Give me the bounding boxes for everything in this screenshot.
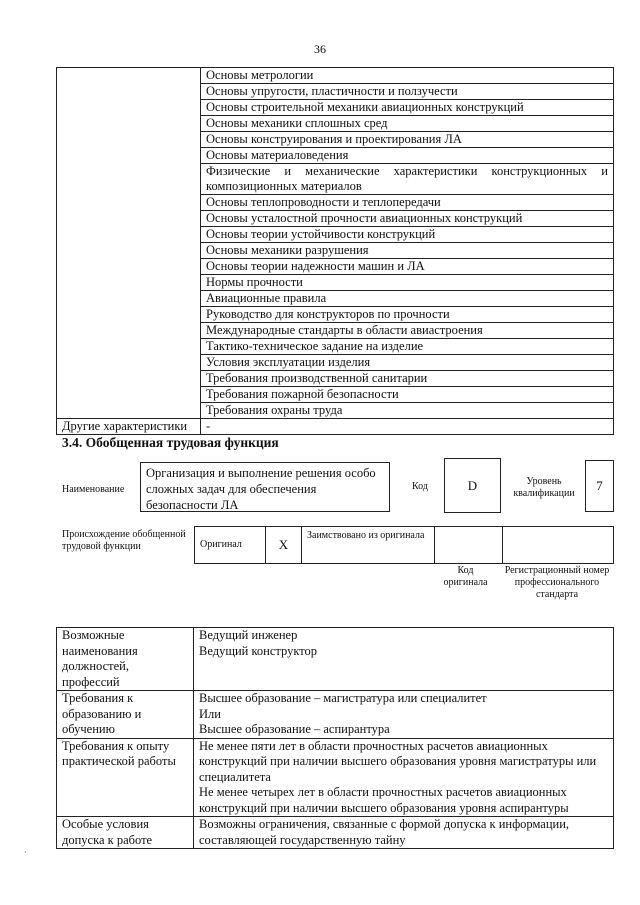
requirement-row: [57, 738, 614, 817]
reg-number-cell: [503, 527, 614, 564]
requirement-label: Требования к образованию и обучению: [57, 691, 194, 739]
knowledge-row: [57, 68, 614, 84]
requirement-row: [57, 691, 614, 739]
requirement-line: Ведущий конструктор: [199, 643, 318, 658]
kod-original-cell: [435, 527, 503, 564]
original-label: Оригинал: [195, 527, 266, 564]
requirement-line: Высшее образование – аспирантура: [199, 722, 390, 736]
origin-table: [194, 526, 614, 564]
knowledge-item: Основы теории устойчивости конструкций: [201, 227, 614, 243]
knowledge-item: Основы усталостной прочности авиационных конструкций: [201, 211, 614, 227]
name-label: Наименование: [62, 484, 125, 495]
requirement-line: Возможны ограничения, связанные с формой допуска к информации, составляющей государственную тайну: [199, 817, 570, 847]
qualification-level-box: 7: [585, 460, 614, 512]
requirement-value: [194, 738, 614, 817]
knowledge-item: Требования пожарной безопасности: [201, 387, 614, 403]
kod-label: Код: [412, 481, 428, 492]
requirement-value: [194, 691, 614, 739]
requirement-line: Ведущий инженер: [199, 628, 298, 642]
knowledge-item: Основы упругости, пластичности и ползучести: [201, 84, 614, 100]
function-name-box: Организация и выполнение решения особо сложных задач для обеспечения безопасности ЛА: [140, 462, 390, 512]
knowledge-item: Основы строительной механики авиационных конструкций: [201, 100, 614, 116]
requirement-row: [57, 628, 614, 691]
qualification-level-label: Уровень квалификации: [513, 476, 575, 499]
margin-mark: ·: [24, 848, 27, 857]
knowledge-item: Основы механики сплошных сред: [201, 116, 614, 132]
knowledge-item: Условия эксплуатации изделия: [201, 355, 614, 371]
requirement-line: Не менее пяти лет в области прочностных расчетов авиационных конструкций при наличии высшего образования уровня магистратуры или специалитета: [199, 738, 597, 784]
knowledge-table: [56, 67, 614, 435]
requirements-table: [56, 627, 614, 849]
requirement-line: Высшее образование – магистратура или специалитет: [199, 691, 487, 705]
other-characteristics-label: Другие характеристики: [57, 419, 201, 435]
knowledge-left-cell: [57, 68, 201, 419]
borrowed-label: Заимствовано из оригинала: [302, 527, 435, 564]
knowledge-item: Основы теплопроводности и теплопередачи: [201, 195, 614, 211]
kod-original-label: Код оригинала: [443, 565, 488, 588]
origin-label: Происхождение обобщенной трудовой функции: [62, 529, 186, 552]
requirement-label: Возможные наименования должностей, профессий: [57, 628, 194, 691]
other-characteristics-row: [57, 419, 614, 435]
knowledge-item: Основы материаловедения: [201, 148, 614, 164]
page-number: 36: [314, 42, 326, 56]
requirement-row: [57, 817, 614, 849]
requirement-label: Требования к опыту практической работы: [57, 738, 194, 817]
original-mark: X: [266, 527, 302, 564]
reg-number-label: Регистрационный номер профессионального стандарта: [504, 565, 610, 600]
knowledge-item: Авиационные правила: [201, 291, 614, 307]
knowledge-item: Основы конструирования и проектирования ЛА: [201, 132, 614, 148]
section-title: 3.4. Обобщенная трудовая функция: [62, 435, 279, 450]
other-characteristics-value: -: [201, 419, 614, 435]
knowledge-item: Руководство для конструкторов по прочности: [201, 307, 614, 323]
knowledge-item: Основы теории надежности машин и ЛА: [201, 259, 614, 275]
knowledge-item: Требования охраны труда: [201, 403, 614, 419]
knowledge-item: Основы метрологии: [201, 68, 614, 84]
origin-row: [195, 527, 614, 564]
knowledge-item: Нормы прочности: [201, 275, 614, 291]
knowledge-item: Тактико-техническое задание на изделие: [201, 339, 614, 355]
knowledge-item: Физические и механические характеристики конструкционных и композиционных материалов: [201, 164, 614, 195]
knowledge-item: Основы механики разрушения: [201, 243, 614, 259]
requirement-value: [194, 628, 614, 691]
requirement-line: Не менее четырех лет в области прочностных расчетов авиационных конструкций при наличии высшего образования уровня аспирантуры: [199, 785, 569, 815]
requirement-line: Или: [199, 706, 221, 721]
knowledge-item: Международные стандарты в области авиастроения: [201, 323, 614, 339]
kod-box: D: [444, 458, 501, 513]
requirement-value: [194, 817, 614, 849]
requirement-label: Особые условия допуска к работе: [57, 817, 194, 849]
knowledge-item: Требования производственной санитарии: [201, 371, 614, 387]
